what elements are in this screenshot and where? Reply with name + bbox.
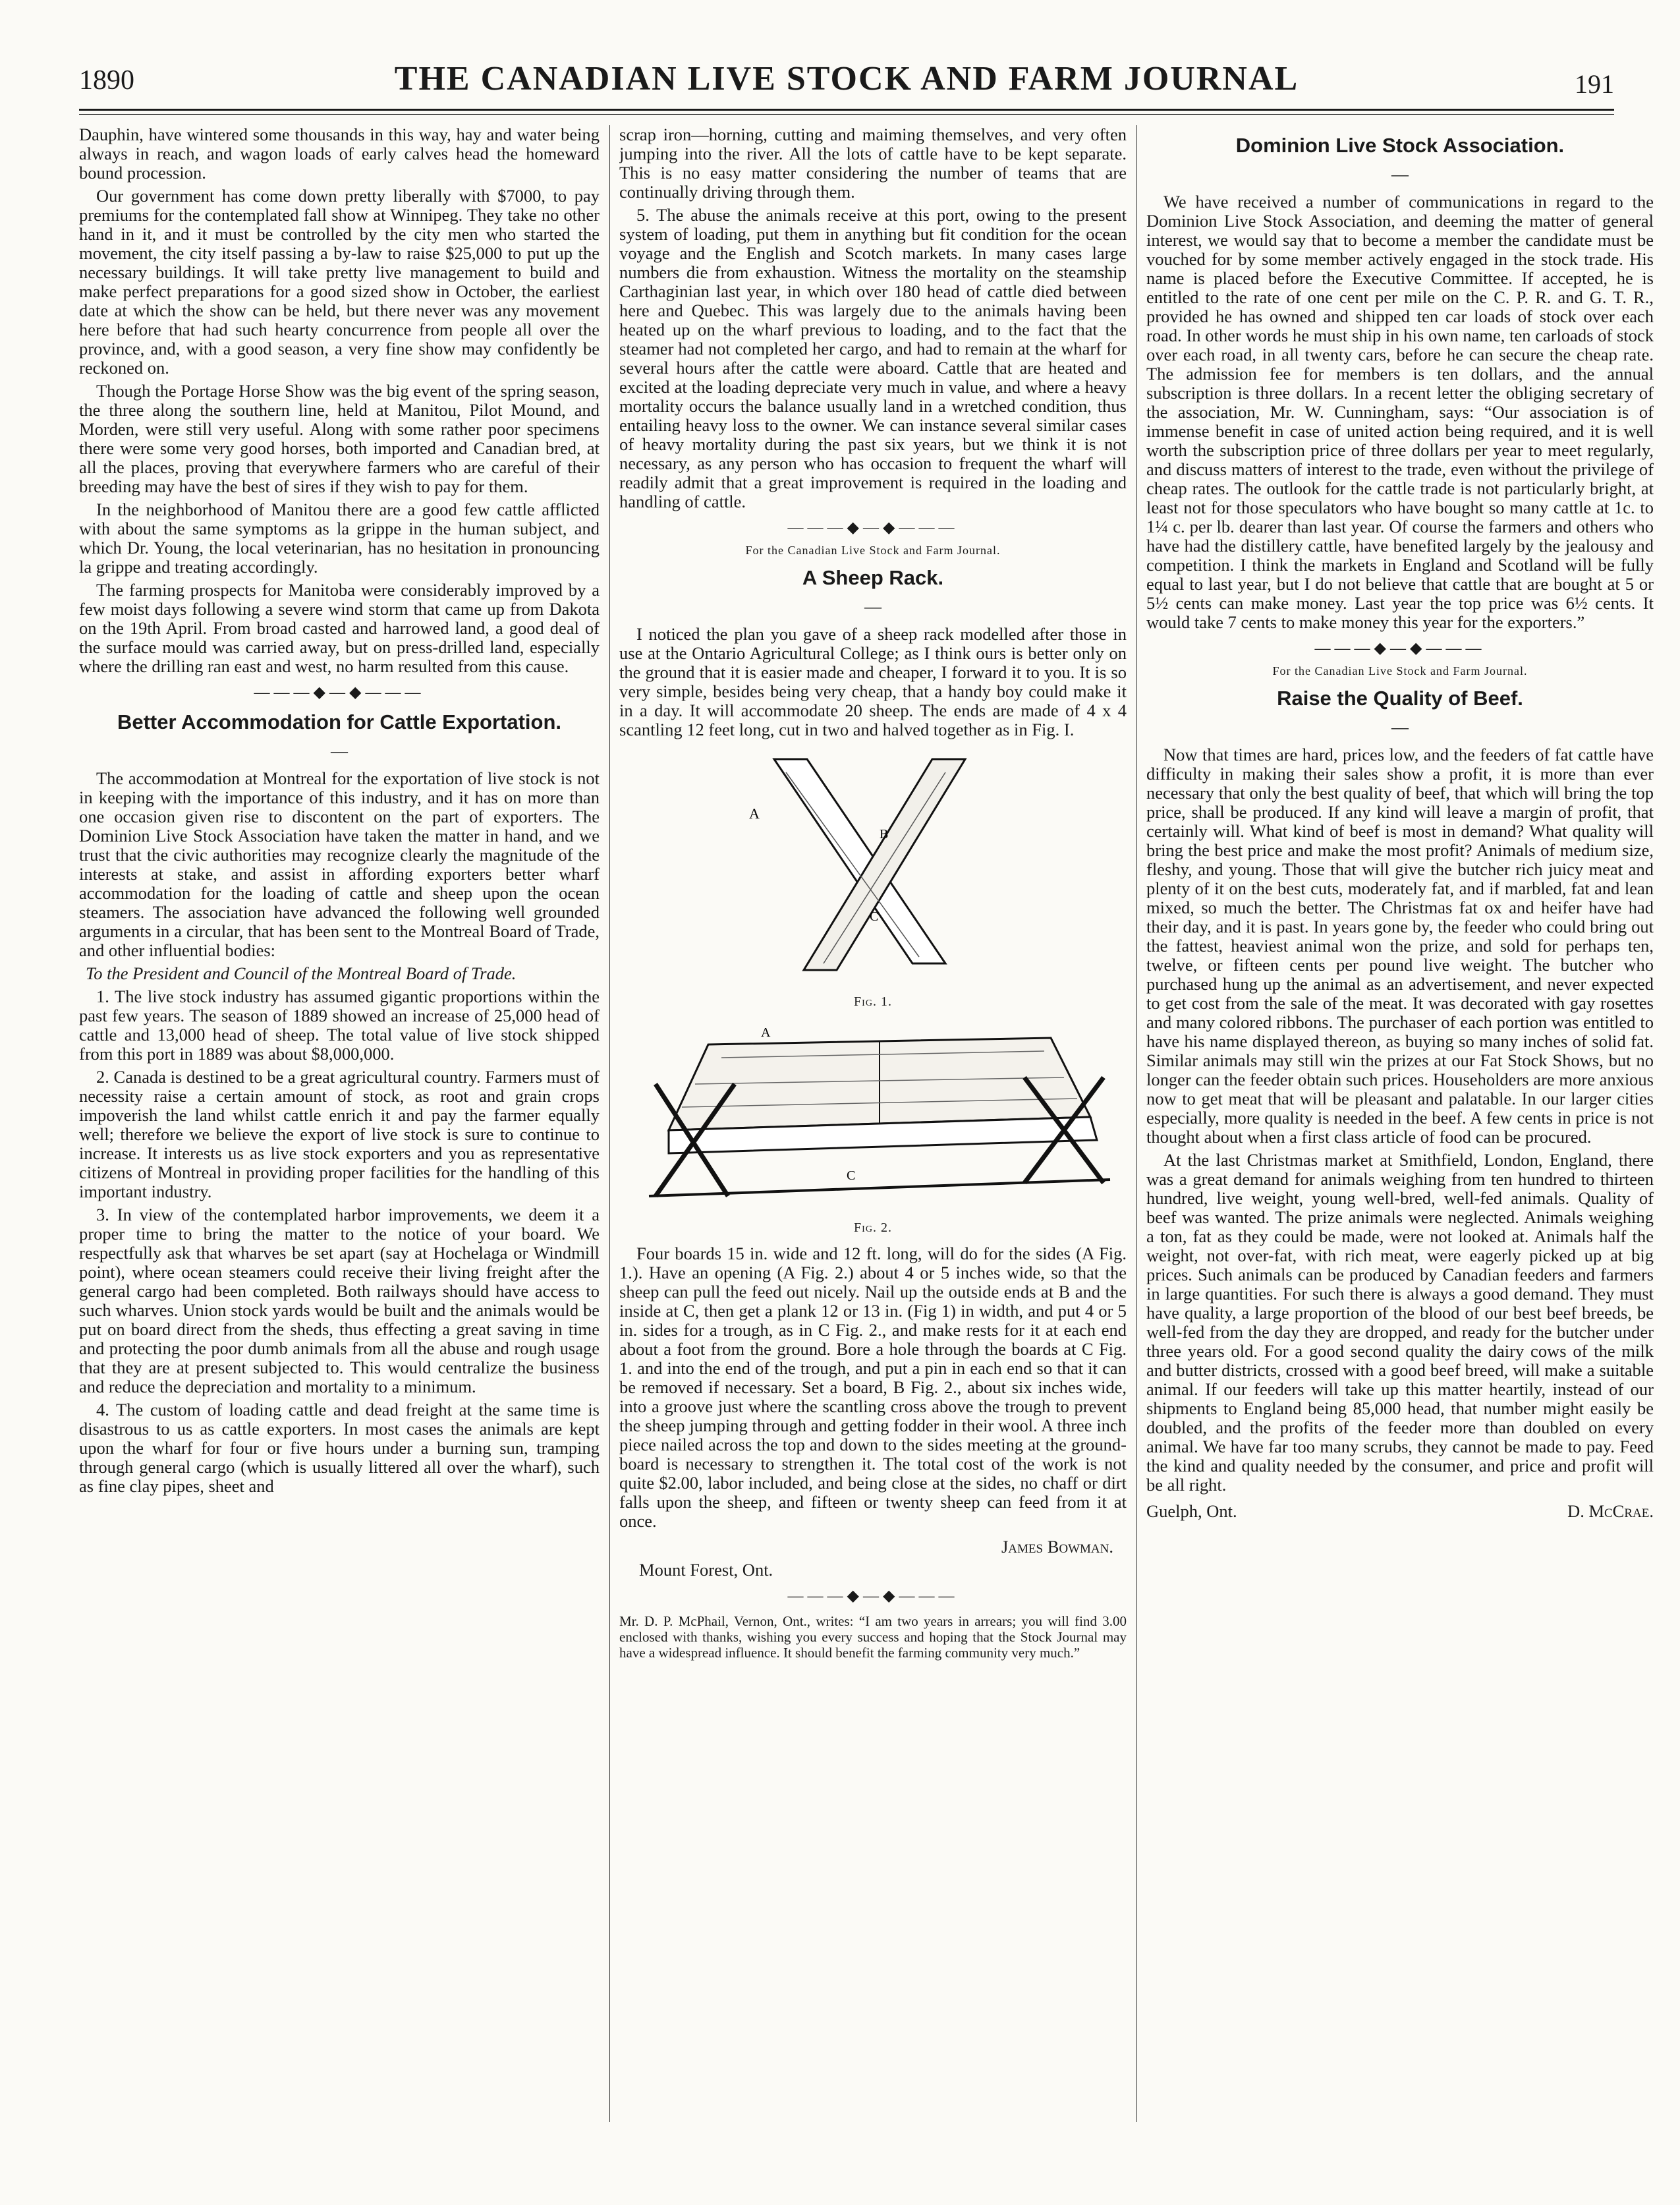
paragraph: Though the Portage Horse Show was the big event of the spring season, the three along the southern line, held at Manitou, Pilot Mound, and Morden, were still very useful. Along with some rather poor specimens there were some very good horses, both imported and Canadian bred, at all the places, proving that everywhere farmers who are careful of their breeding may have the best of sires if they wish to pay for them. bbox=[79, 381, 600, 496]
column-divider bbox=[1136, 125, 1137, 2122]
paragraph: Four boards 15 in. wide and 12 ft. long, will do for the sides (A Fig. 1.). Have an opening (A Fig. 2.) about 4 or 5 inches wide, so that the sheep can pull the feed out nicely. Nail up the outside ends at B and the inside at C, then get a plank 12 or 13 in. (Fig 1) in width, and put 4 or 5 in. sides for a trough, as in C Fig. 2., and make rests for it at each end about a foot from the ground. Bore a hole through the boards at C Fig. 1. and into the end of the trough, and put a pin in each end so that it can be removed if necessary. Set a board, B Fig. 2., about six inches wide, into a groove just where the scantling cross above the trough to prevent the sheep jumping through and getting fodder in their wool. A three inch piece nailed across the top and down to the sides meeting at the ground-board is necessary to strengthen it. The total cost of the work is not quite $2.00, labor included, and being close at the sides, no chaff or dirt falls upon the sheep, and fifteen or twenty sheep can feed from it at once. bbox=[619, 1244, 1127, 1531]
figure-2-caption: Fig. 2. bbox=[854, 1220, 892, 1235]
paragraph: The accommodation at Montreal for the exportation of live stock is not in keeping with the importance of this industry, and it has on more than one occasion given rise to discontent on the part of exporters. The Dominion Live Stock Association have taken the matter in hand, and we trust that the civic authorities may recognize clearly the magnitude of the interests at stake, and assist in affording exporters better wharf accommodation for the loading of cattle and sheep upon the ocean steamers. The association have advanced the following well grounded arguments in a circular, that has been sent to the Montreal Board of Trade, and other influential bodies: bbox=[79, 768, 600, 960]
figure-1-caption: Fig. 1. bbox=[854, 994, 892, 1009]
figure-2-sheep-rack bbox=[629, 1018, 1117, 1216]
column-3 bbox=[1146, 125, 1654, 2119]
section-ornament: ———◆—◆——— bbox=[787, 1588, 959, 1605]
byline: For the Canadian Live Stock and Farm Journal. bbox=[745, 544, 1001, 557]
paragraph: 1. The live stock industry has assumed gigantic proportions within the past few years. The season of 1889 showed an increase of 25,000 head of cattle and 13,000 head of sheep. The total value of live stock shipped from this port in 1889 was about $8,000,000. bbox=[79, 987, 600, 1064]
header-rule bbox=[79, 109, 1614, 111]
page-header bbox=[79, 59, 1614, 105]
page-number: 191 bbox=[1575, 69, 1614, 99]
fig2-label-a: A bbox=[761, 1025, 771, 1040]
paragraph: scrap iron—horning, cutting and maiming themselves, and very often jumping into the river. All the lots of cattle have to be kept separate. This is no easy matter considering the number of teams that are continually driving through them. bbox=[619, 125, 1127, 202]
title-dash: — bbox=[1391, 165, 1409, 184]
title-dash: — bbox=[864, 597, 882, 616]
column-1 bbox=[79, 125, 600, 2119]
fig2-label-c: C bbox=[847, 1168, 856, 1183]
paragraph: Our government has come down pretty liberally with $7000, to pay premiums for the contemplated fall show at Winnipeg. They take no other hand in it, and it must be controlled by the city men who started the movement, the city itself passing a by-law to raise $25,000 to put up the necessary buildings. It will take pretty live management to build and make perfect preparations for a good sized show in October, the earliest date at which the show can be held, but there never was any movement here before that had such hearty concurrence from people all over the province, and, with a good season, a very fine show may confidently be reckoned on. bbox=[79, 186, 600, 378]
paragraph: Now that times are hard, prices low, and the feeders of fat cattle have difficulty in making their sales show a profit, it is more than ever necessary that only the best quality of beef, that which will bring the top price, shall be produced. If any kind will leave a margin of profit, that certainly will. What kind of beef is most in demand? What quality will bring the best price and make the most profit? Animals of medium size, fleshy, and young. Those that will give the butcher rich juicy meat and plenty of it on the best cuts, moderately fat, and if marbled, fat and lean mixed, so much the better. The Christmas fat ox and heifer have had their day, and it is past. In years gone by, the feeder who could bring out the fattest, heaviest animal won the prize, and sold for perhaps ten, twelve, or fifteen cents per pound live weight. The butcher who purchased hung up the animal as an advertisement, and never expected to get cost from the sale of the meat. It was decorated with gay rosettes and many colored ribbons. The purchaser of each portion was entitled to have his name displayed thereon, as buying so many inches of solid fat. Similar animals may still win the prizes at our Fat Stock Shows, but no longer can the feeder obtain such prices. Householders are more anxious now to get meat that will be pleasant and palatable. In our larger cities especially, more quality is needed in the beef. A few cents in price is not thought about when a first class article of food can be procured. bbox=[1146, 745, 1654, 1147]
author-signature: D. McCrae. bbox=[1567, 1501, 1654, 1521]
address-line: To the President and Council of the Montreal Board of Trade. bbox=[86, 963, 517, 983]
reader-note: Mr. D. P. McPhail, Vernon, Ont., writes: “I am two years in arrears; you will find 3.00 enclosed with thanks, wishing you every success and hoping that the Stock Journal may have a widespread influence. It should benefit the farming community very much.” bbox=[619, 1613, 1127, 1661]
fig1-label-c: C bbox=[870, 909, 879, 924]
section-ornament: ———◆—◆——— bbox=[254, 684, 425, 701]
article-title: Better Accommodation for Cattle Exportation. bbox=[117, 710, 562, 733]
paragraph: We have received a number of communications in regard to the Dominion Live Stock Association, and deeming the matter of general interest, we would say that to become a member the candidate must be vouched for by some member actively engaged in the stock trade. His name is placed before the Executive Committee. If accepted, he is entitled to the rate of one cent per mile on the C. P. R. and G. T. R., provided he has owned and shipped ten car loads of stock over each road. In other words he must ship in his own name, ten carloads of stock over each road, in all twenty cars, before he can secure the cheap rate. The admission fee for members is ten dollars, and the annual subscription is three dollars. In a recent letter the obliging secretary of the association, Mr. W. Cunningham, says: “Our association is of immense benefit in case of united action being required, and it is well worth the subscription price of three dollars per year to meet regularly, and discuss matters of interest to the trade, even without the privilege of cheap rates. The outlook for the cattle trade is not particularly bright, at least not for those speculators who have bought so many cattle at 1c. to 1¼ c. per lb. dearer than last year. Of course the farmers and others who have had the distillery cattle, have benefited largely by the jealousy and competition. I think the markets in England and Scotland will be fully equal to last year, but I do not believe that cattle that are bought at 5 or 5½ cents can make money. Last year the top price was 6½ cents. It would take 7 cents to make money this year for the exporters.” bbox=[1146, 192, 1654, 632]
paragraph: 5. The abuse the animals receive at this port, owing to the present system of loading, put them in anything but fit condition for the ocean voyage and the English and Scotch markets. In many cases large numbers die from exhaustion. Witness the mortality on the steamship Carthaginian last year, in which over 180 head of cattle died between here and Quebec. This was largely due to the animals having been heated up on the wharf previous to loading, and to the fact that the steamer had not completed her cargo, and had to remain at the wharf for several hours after the cattle were aboard. Cattle that are heated and excited at the loading depreciate very much in value, and where a heavy mortality occurs the balance usually land in a wretched condition, thus entailing heavy loss to the owner. We can instance several similar cases of heavy mortality during the past six years, but we think it is not necessary, as any person who has occasion to frequent the wharf will readily admit that a great improvement is required in the loading and handling of cattle. bbox=[619, 205, 1127, 511]
fig1-label-b: B bbox=[880, 827, 889, 842]
author-place: Mount Forest, Ont. bbox=[639, 1560, 773, 1580]
paragraph: Dauphin, have wintered some thousands in this way, hay and water being always in reach, and wagon loads of early calves head the homeward bound procession. bbox=[79, 125, 600, 183]
paragraph: 4. The custom of loading cattle and dead freight at the same time is disastrous to us as cattle exporters. In most cases the animals are kept upon the wharf for four or five hours under a burning sun, tramping through general cargo (which is usually littered all over the wharf), such as fine clay pipes, sheet and bbox=[79, 1400, 600, 1496]
fig1-label-a: A bbox=[749, 805, 760, 822]
byline: For the Canadian Live Stock and Farm Journal. bbox=[1272, 664, 1528, 677]
column-divider bbox=[609, 125, 610, 2122]
section-ornament: ———◆—◆——— bbox=[787, 519, 959, 536]
journal-title: THE CANADIAN LIVE STOCK AND FARM JOURNAL bbox=[394, 60, 1299, 98]
author-place: Guelph, Ont. bbox=[1146, 1501, 1237, 1521]
paragraph: At the last Christmas market at Smithfield, London, England, there was a great demand for animals weighing from ten hundred to thirteen hundred, live weight, young well-bred, well-fed animals. Quality of beef was wanted. The prize animals were neglected. Animals weighing a ton, fat as they could be made, were not looked at. Animals half the weight, not over-fat, with rich meat, were eagerly picked up at big prices. Such animals can be produced by Canadian feeders and farmers in large quantities. For such there is always a good demand. They must have quality, a large proportion of the blood of our best beef breeds, be well-fed from the day they are dropped, and ready for the butcher under three years old. For a good second quality the dairy cows of the milk and butter districts, crossed with a good beef breed, will make a suitable animal. If our feeders will take up this matter heartily, instead of our shipments to England being 85,000 head, that number might easily be doubled, and the profits of the feeder more than doubled on every animal. We have far too many scrubs, they cannot be made to pay. Feed the kind and quality needed by the consumer, and price and profit will be all right. bbox=[1146, 1150, 1654, 1495]
paragraph: In the neighborhood of Manitou there are a good few cattle afflicted with about the same symptoms as la grippe in the human subject, and which Dr. Young, the local veterinarian, has no hesitation in pronouncing la grippe and treating accordingly. bbox=[79, 500, 600, 577]
title-dash: — bbox=[331, 741, 348, 760]
paragraph: I noticed the plan you gave of a sheep rack modelled after those in use at the Ontario Agricultural College; as I think ours is better only on the ground that it is easier made and cheaper, I forward it to you. It is so very simple, besides being very cheap, that a handy boy could make it in a day. It will accommodate 20 sheep. The ends are made of 4 x 4 scantling 12 feet long, cut in two and halved together as in Fig. I. bbox=[619, 624, 1127, 739]
figure-1-x-frame bbox=[735, 746, 1011, 990]
author-line bbox=[1146, 1501, 1654, 1522]
article-title: Raise the Quality of Beef. bbox=[1277, 687, 1523, 710]
article-title: Dominion Live Stock Association. bbox=[1235, 134, 1565, 157]
article-title: A Sheep Rack. bbox=[802, 566, 944, 589]
column-2 bbox=[619, 125, 1127, 2119]
page-year: 1890 bbox=[79, 65, 134, 96]
paragraph: 2. Canada is destined to be a great agricultural country. Farmers must of necessity raise a certain amount of stock, as root and grain crops impoverish the land whilst cattle enrich it and pay the farmer equally well; therefore we believe the export of live stock is sure to continue to increase. It interests us as live stock exporters and you as representative citizens of Montreal in providing proper facilities for the handling of this important industry. bbox=[79, 1067, 600, 1201]
header-rule-thin bbox=[79, 114, 1614, 115]
paragraph: The farming prospects for Manitoba were considerably improved by a few moist days following a severe wind storm that came up from Dakota on the 19th April. From broad casted and harrowed land, a good deal of the surface mould was carried away, but on press-drilled land, especially where the drilling ran east and west, no harm resulted from this cause. bbox=[79, 580, 600, 676]
author-signature: James Bowman. bbox=[1001, 1537, 1113, 1557]
paragraph: 3. In view of the contemplated harbor improvements, we deem it a proper time to bring the matter to the notice of your board. We respectfully ask that wharves be set apart (say at Hochelaga or Windmill point), where ocean steamers could receive their living freight after the general cargo had been completed. Both railways should have access to such wharves. Union stock yards would be built and the animals would be put on board direct from the sheds, thus effecting a great saving in time and protecting the poor dumb animals from all the abuse and rough usage that they are at present subjected to. This would centralize the business and reduce the depreciation and mortality to a minimum. bbox=[79, 1205, 600, 1396]
title-dash: — bbox=[1391, 718, 1409, 737]
section-ornament: ———◆—◆——— bbox=[1314, 640, 1486, 657]
